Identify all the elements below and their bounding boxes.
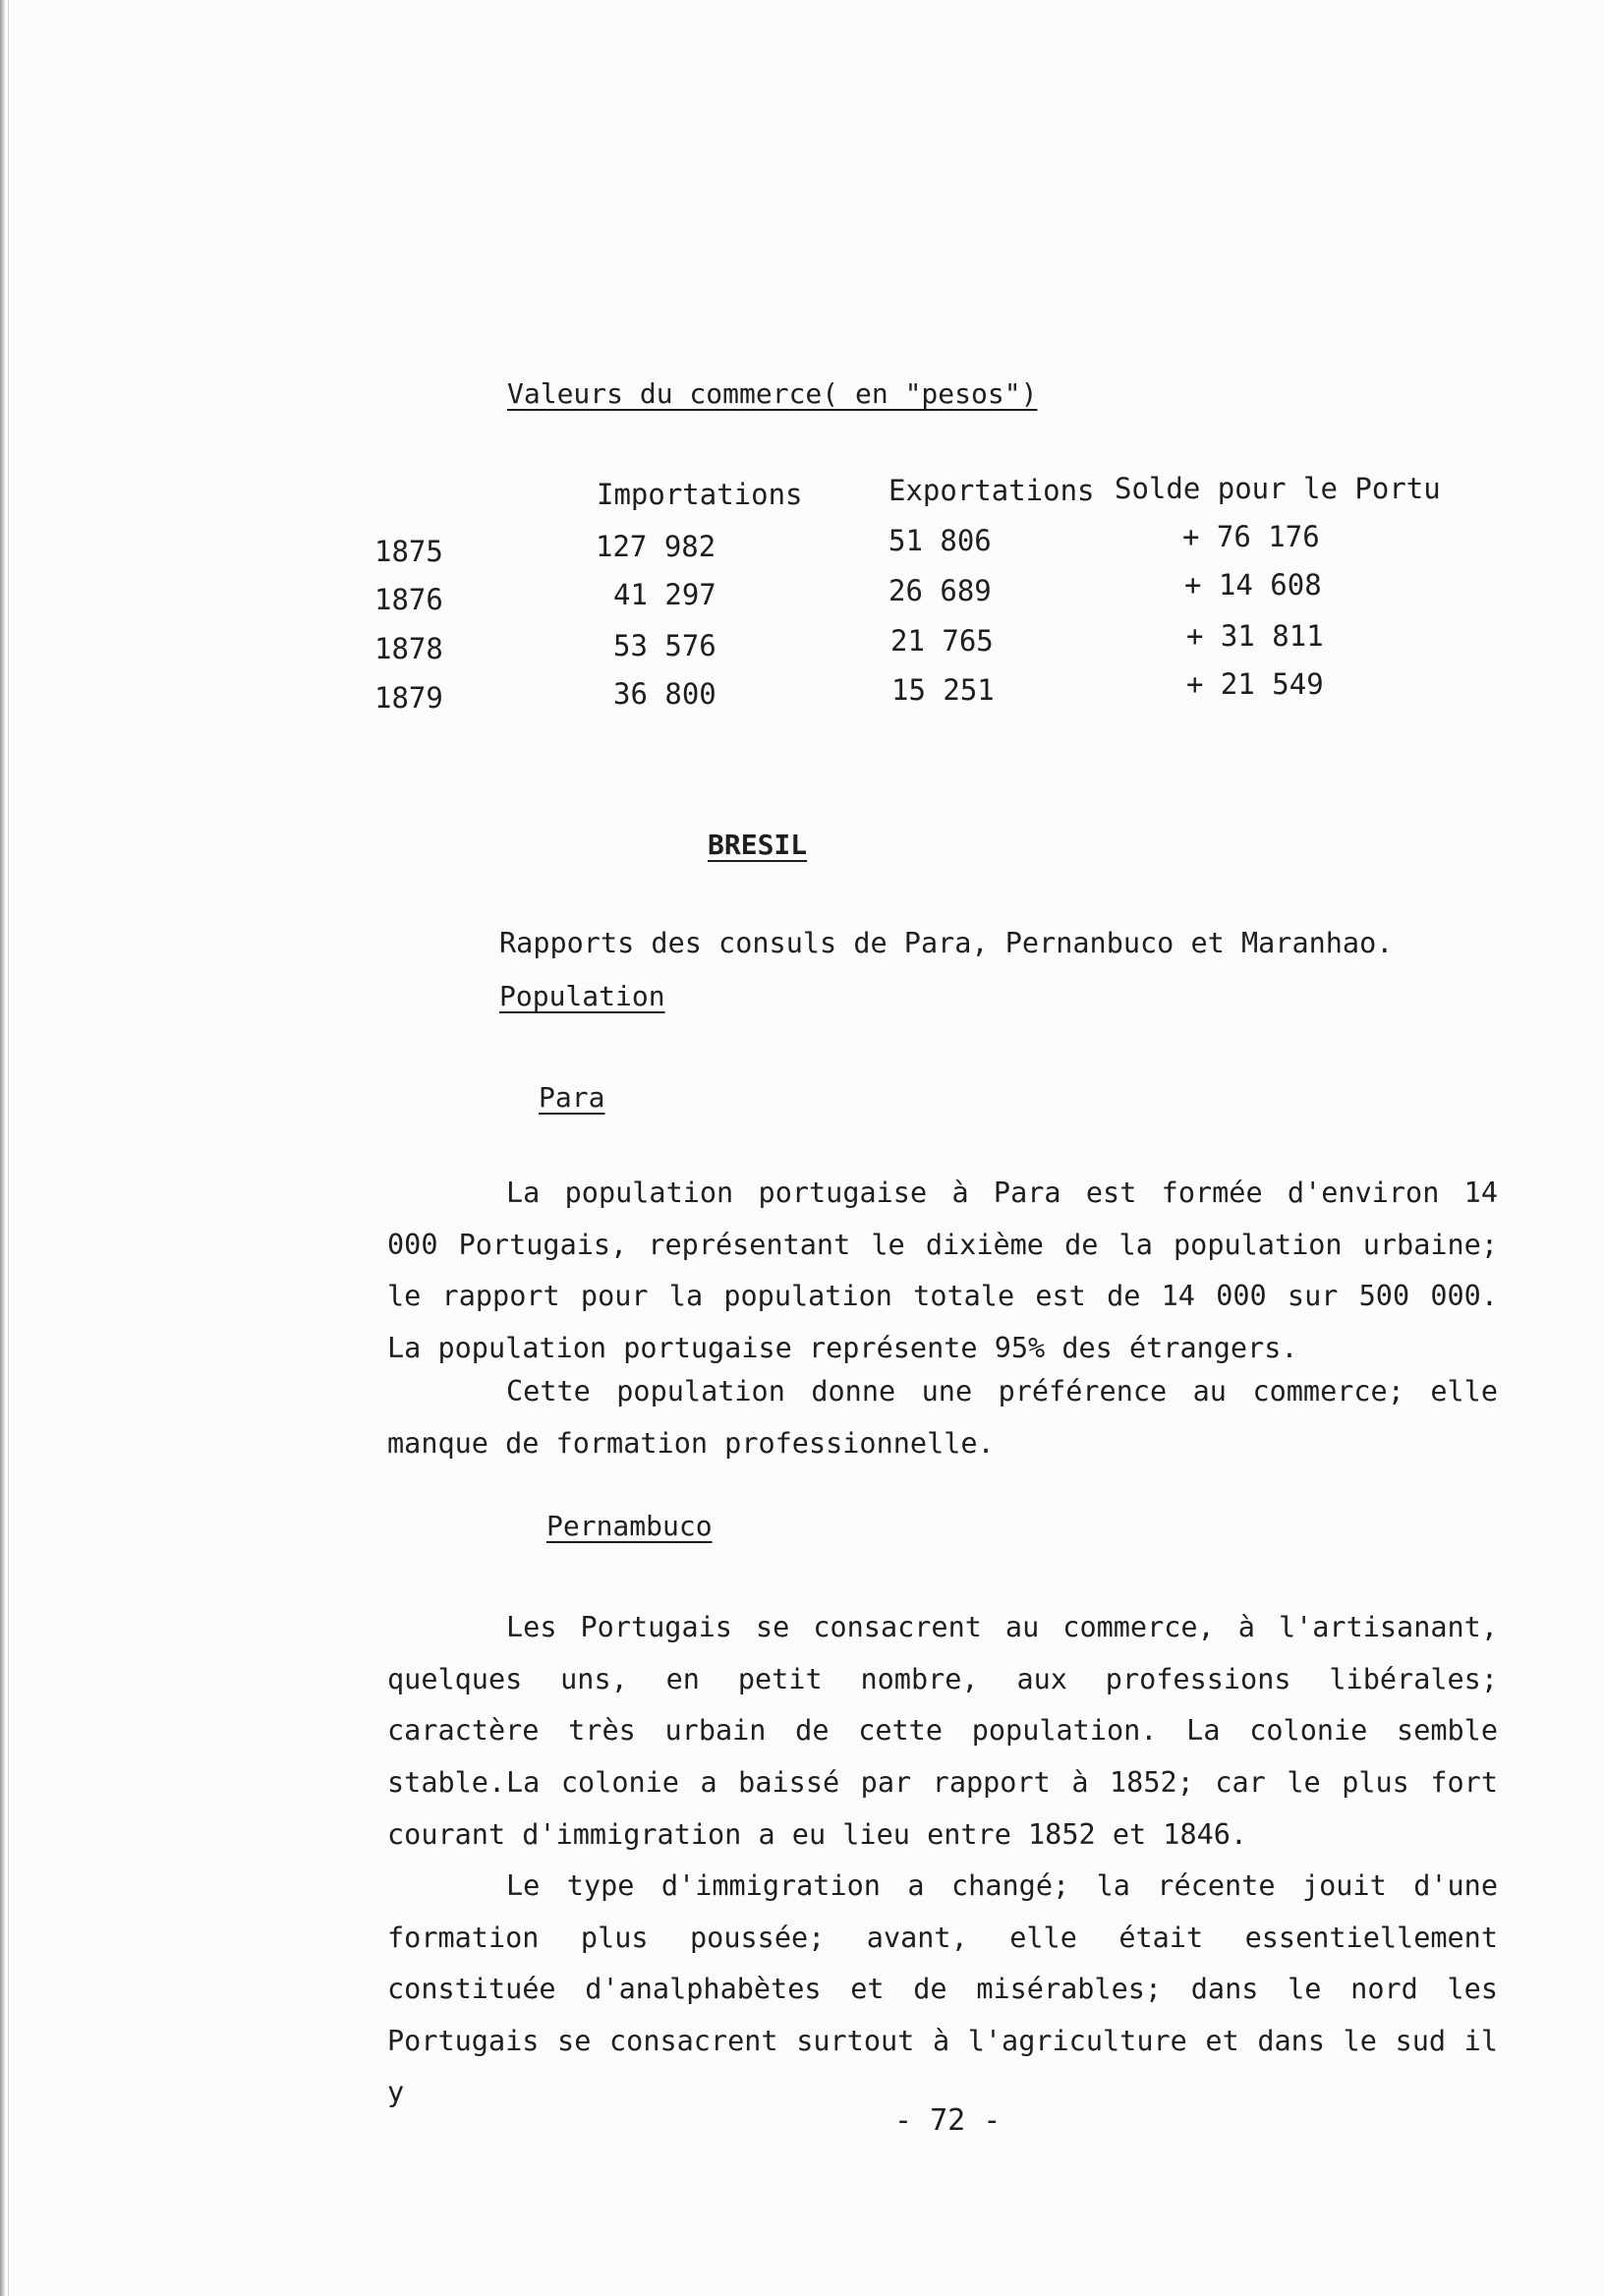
pernambuco-paragraph-1: Les Portugais se consacrent au commerce, à l'artisanant, quelques uns, en petit nombre, aux professions libérales; caractère très urbain de cette population. La colonie semble stable.: [387, 1611, 1498, 1799]
page-number: - 72 -: [894, 2103, 1002, 2138]
para-heading: Para: [539, 1081, 605, 1114]
row-exportations: 26 689: [888, 574, 992, 607]
section-title: BRESIL: [708, 829, 808, 861]
population-heading: Population: [499, 980, 665, 1012]
row-solde: + 76 176: [1182, 520, 1320, 553]
row-importations: 53 576: [613, 629, 716, 662]
para-paragraph-1: La population portugaise à Para est formée d'environ 14 000 Portugais, représentant le dixième de la population urbaine; le rapport pour la population totale est de 14 000 sur 500 000. La population portugaise représente 95% des étrangers.: [387, 1177, 1498, 1364]
scan-left-edge: [0, 0, 5, 2296]
row-solde: + 21 549: [1186, 667, 1324, 701]
para-paragraph-2: Cette population donne une préférence au commerce; elle manque de formation professionnelle.: [387, 1375, 1498, 1460]
pernambuco-paragraph-2: La colonie a baissé par rapport à 1852; car le plus fort courant d'immigration a eu lieu entre 1852 et 1846.: [387, 1766, 1498, 1851]
pernambuco-heading: Pernambuco: [546, 1510, 713, 1542]
header-exportations: Exportations: [888, 474, 1095, 507]
scan-edge-line: [8, 0, 9, 2296]
row-year: 1878: [374, 632, 443, 665]
header-solde: Solde pour le Portu: [1115, 472, 1441, 505]
table-title: Valeurs du commerce( en "pesos"): [507, 377, 1038, 410]
row-exportations: 51 806: [888, 524, 992, 557]
row-solde: + 14 608: [1184, 568, 1322, 602]
header-importations: Importations: [597, 478, 803, 511]
section-intro: Rapports des consuls de Para, Pernanbuco et Maranhao.: [499, 927, 1394, 959]
row-year: 1875: [374, 535, 443, 568]
row-importations: 36 800: [613, 677, 716, 711]
row-solde: + 31 811: [1186, 619, 1324, 653]
row-year: 1879: [374, 681, 443, 715]
row-exportations: 15 251: [891, 673, 995, 707]
row-year: 1876: [374, 583, 443, 616]
row-importations: 41 297: [613, 578, 716, 611]
row-exportations: 21 765: [890, 624, 994, 658]
pernambuco-paragraph-3: Le type d'immigration a changé; la récente jouit d'une formation plus poussée; avant, elle était essentiellement constituée d'analphabètes et de misérables; dans le nord les Portugais se consacrent surtout à l'agriculture et dans le sud il y: [387, 1869, 1498, 2108]
row-importations: 127 982: [596, 530, 716, 563]
